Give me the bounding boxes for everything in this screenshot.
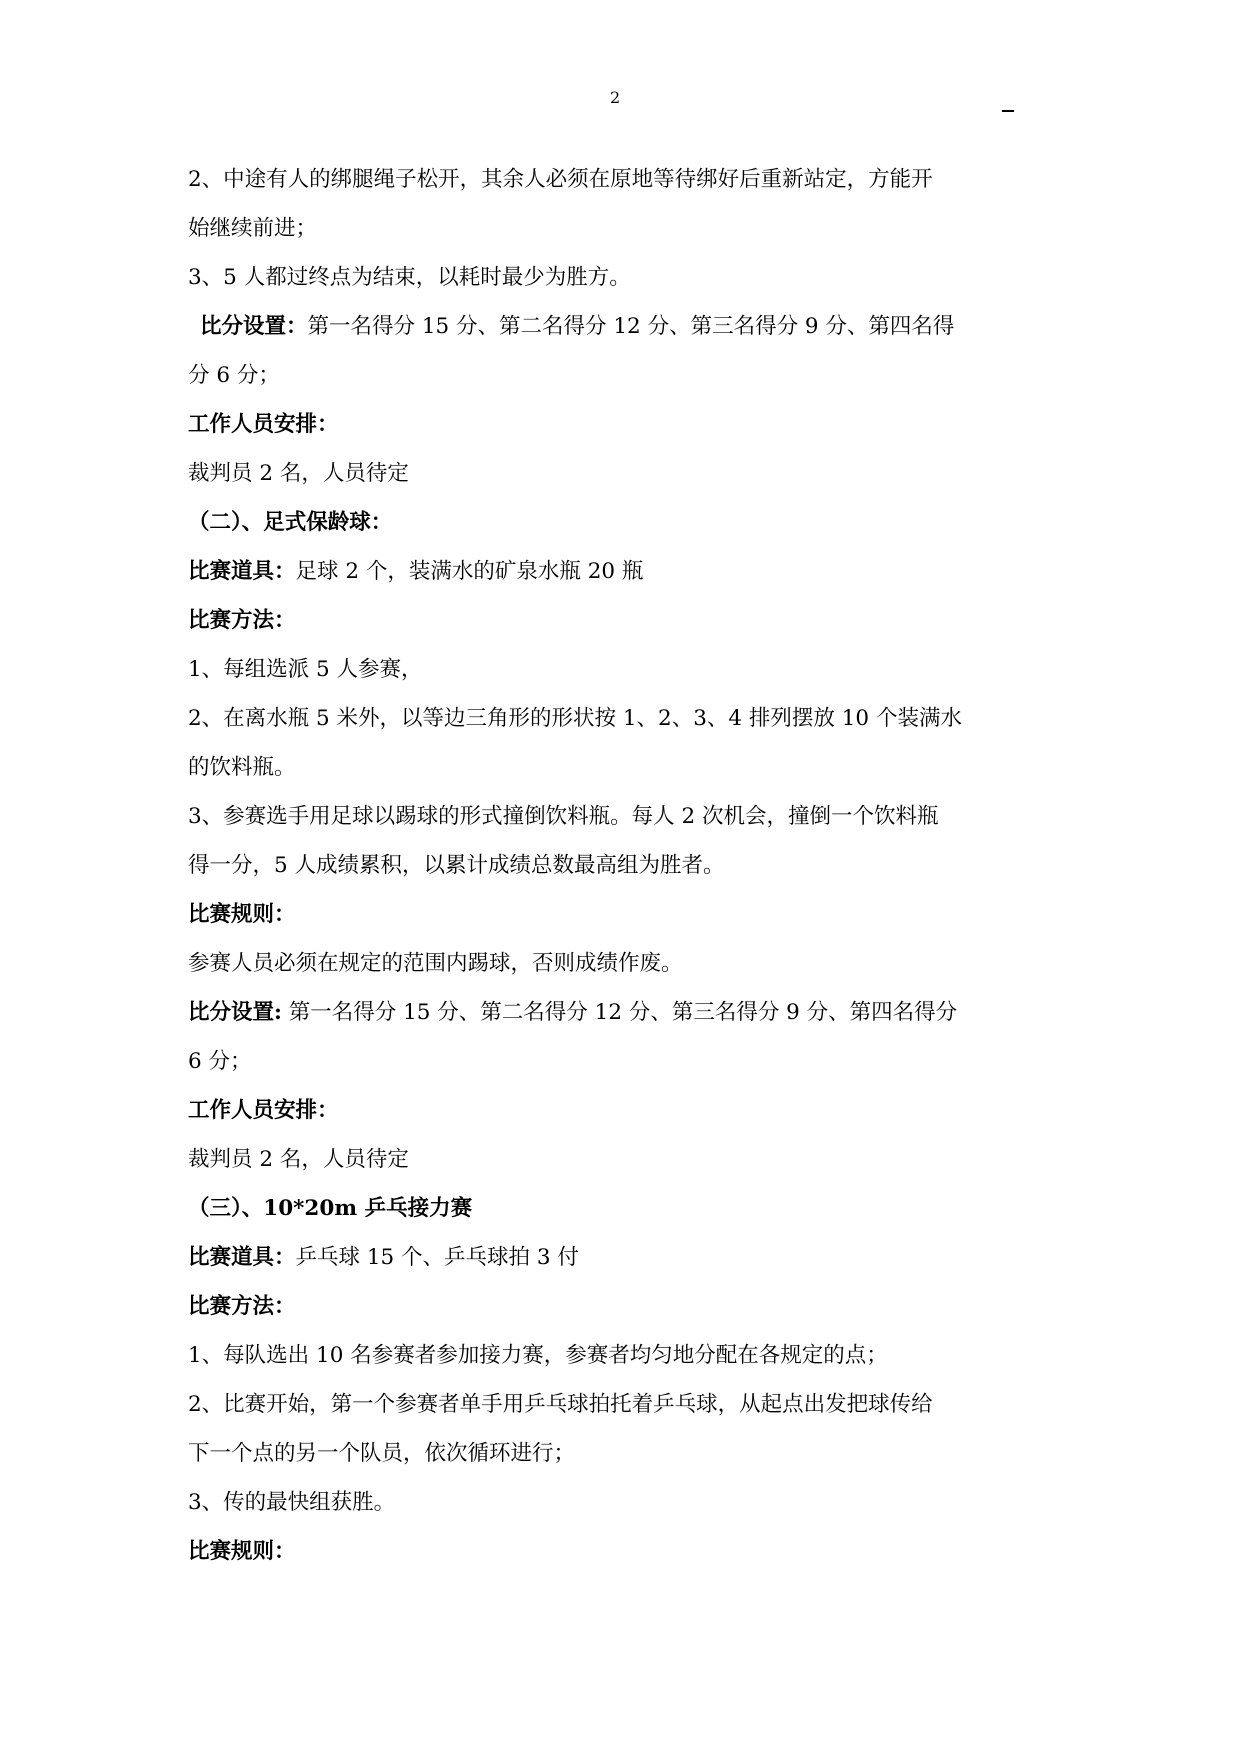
paragraph-line: 始继续前进； [188,216,318,241]
paragraph-line: 得一分，5 人成绩累积，以累计成绩总数最高组为胜者。 [188,853,725,878]
equipment-label: 比赛道具： [188,559,296,584]
score-setting-line [188,302,1058,351]
paragraph-line: 2、比赛开始，第一个参赛者单手用乒乓球拍托着乒乓球，从起点出发把球传给 [188,1392,933,1417]
score-setting-label: 比分设置： [200,314,308,339]
paragraph-line: 1、每队选出 10 名参赛者参加接力赛，参赛者均匀地分配在各规定的点； [188,1343,888,1368]
document-body [188,155,1058,1576]
corner-dash-mark [1002,110,1014,112]
section-heading: （三）、10*20m 乒乓接力赛 [188,1196,473,1221]
staff-heading: 工作人员安排： [188,1098,339,1123]
score-setting-line [188,988,1058,1037]
equipment-text: 足球 2 个，装满水的矿泉水瓶 20 瓶 [295,559,644,584]
equipment-text: 乒乓球 15 个、乒乓球拍 3 付 [295,1245,579,1270]
paragraph-line: 3、参赛选手用足球以踢球的形式撞倒饮料瓶。每人 2 次机会，撞倒一个饮料瓶 [188,804,939,829]
paragraph-line: 1、每组选派 5 人参赛， [188,657,423,682]
paragraph-line: 的饮料瓶。 [188,755,296,780]
section-heading: （二）、足式保龄球： [188,510,393,535]
staff-heading: 工作人员安排： [188,412,339,437]
paragraph-line: 2、中途有人的绑腿绳子松开，其余人必须在原地等待绑好后重新站定，方能开 [188,167,933,192]
paragraph-line: 参赛人员必须在规定的范围内踢球，否则成绩作废。 [188,951,683,976]
paragraph-line: 3、传的最快组获胜。 [188,1490,396,1515]
score-setting-text: 第一名得分 15 分、第二名得分 12 分、第三名得分 9 分、第四名得 [307,314,955,339]
paragraph-line: 3、5 人都过终点为结束，以耗时最少为胜方。 [188,265,631,290]
method-heading: 比赛方法： [188,1294,296,1319]
score-setting-label: 比分设置: [188,1000,282,1025]
equipment-line [188,1233,1058,1282]
equipment-label: 比赛道具： [188,1245,296,1270]
rules-heading: 比赛规则： [188,902,296,927]
paragraph-line: 裁判员 2 名，人员待定 [188,461,409,486]
page-number: 2 [610,88,621,107]
equipment-line [188,547,1058,596]
paragraph-line: 6 分； [188,1049,252,1074]
paragraph-line: 裁判员 2 名，人员待定 [188,1147,409,1172]
paragraph-line: 2、在离水瓶 5 米外，以等边三角形的形状按 1、2、3、4 排列摆放 10 个装满水 [188,706,962,731]
score-setting-text: 第一名得分 15 分、第二名得分 12 分、第三名得分 9 分、第四名得分 [281,1000,958,1025]
method-heading: 比赛方法： [188,608,296,633]
rules-heading: 比赛规则： [188,1539,296,1564]
paragraph-line: 下一个点的另一个队员，依次循环进行； [188,1441,576,1466]
paragraph-line: 分 6 分； [188,363,280,388]
